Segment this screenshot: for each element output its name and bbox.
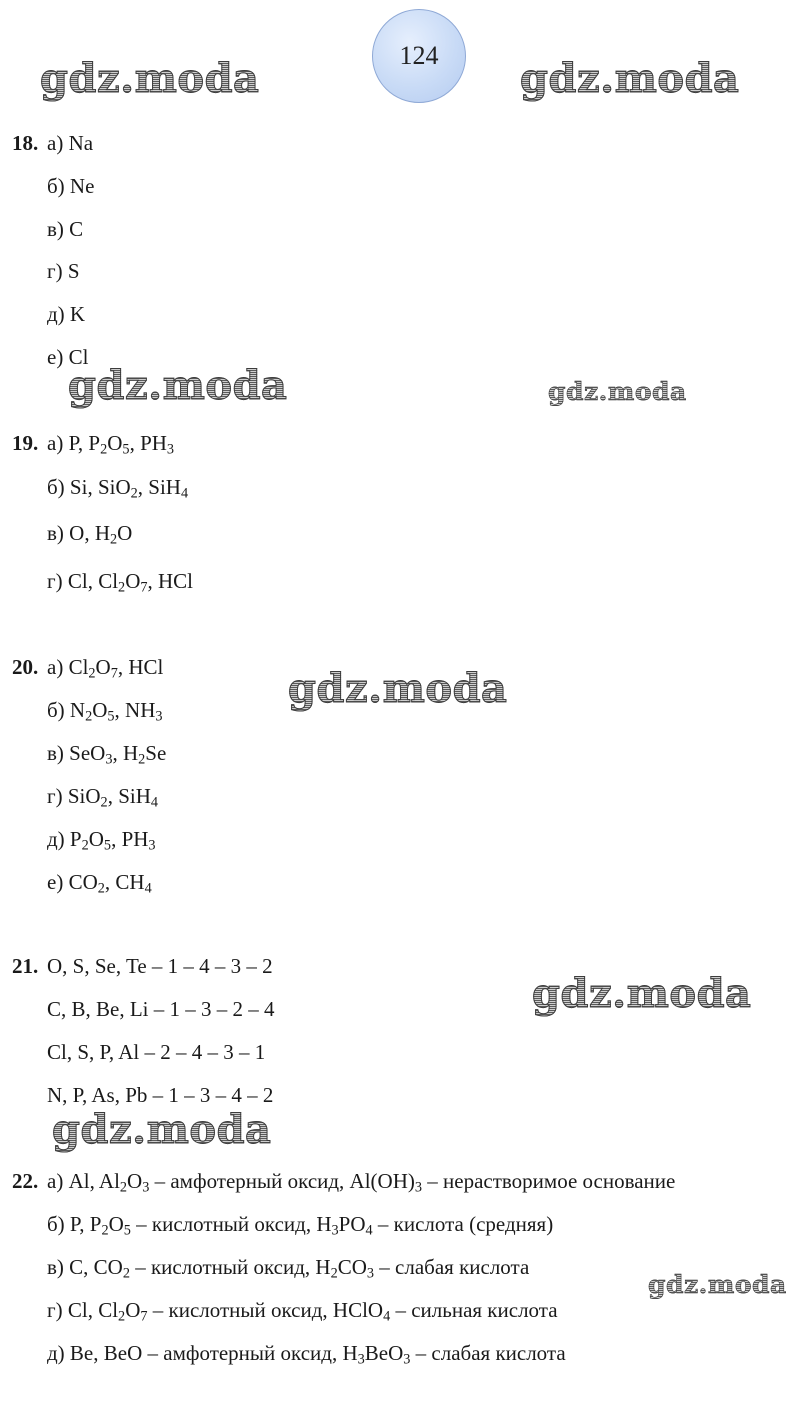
watermark: gdz.moda xyxy=(52,1106,272,1153)
text-run: б) Si, SiO xyxy=(47,475,131,499)
text-run: в) C, CO xyxy=(47,1255,123,1279)
text-run: е) Cl xyxy=(47,345,89,369)
subscript: 4 xyxy=(150,794,159,811)
answer-line xyxy=(47,568,193,594)
subscript: 5 xyxy=(107,708,115,725)
text-run: д) Be, BeO – амфотерный оксид, H xyxy=(47,1341,358,1365)
text-run: – сильная кислота xyxy=(390,1298,558,1322)
subscript: 3 xyxy=(166,441,175,458)
watermark: gdz.moda xyxy=(68,362,288,409)
subscript: 3 xyxy=(366,1265,375,1282)
answer-line xyxy=(47,826,156,852)
problem-number: 22. xyxy=(12,1169,39,1193)
text-run: д) P xyxy=(47,827,82,851)
text-run: N, P, As, Pb – 1 – 3 – 4 – 2 xyxy=(47,1083,274,1107)
problem-number: 21. xyxy=(12,954,39,978)
subscript: 3 xyxy=(331,1222,339,1239)
subscript: 2 xyxy=(97,880,105,897)
subscript: 3 xyxy=(105,751,113,768)
text-run: , CH xyxy=(104,870,145,894)
problem-number: 19. xyxy=(12,431,39,455)
problem-number: 18. xyxy=(12,131,39,155)
page-number-badge xyxy=(372,9,466,103)
text-run: – кислотный оксид, H xyxy=(129,1255,331,1279)
watermark: gdz.moda xyxy=(532,970,752,1017)
text-run: б) N xyxy=(47,698,86,722)
text-run: – слабая кислота xyxy=(374,1255,530,1279)
text-run: – амфотерный оксид, Al(OH) xyxy=(149,1169,415,1193)
answer-line xyxy=(47,1340,566,1366)
text-run: O, S, Se, Te – 1 – 4 – 3 – 2 xyxy=(47,954,273,978)
subscript: 3 xyxy=(357,1351,365,1368)
text-run: O xyxy=(125,1298,141,1322)
subscript: 2 xyxy=(119,1179,128,1196)
text-run: а) Na xyxy=(47,131,94,155)
subscript: 2 xyxy=(118,1308,126,1325)
watermark: gdz.moda xyxy=(648,1270,787,1299)
problem-number: 20. xyxy=(12,655,39,679)
answer-line xyxy=(47,1082,273,1108)
text-run: O xyxy=(127,1169,143,1193)
text-run: – нерастворимое основание xyxy=(422,1169,676,1193)
answer-line xyxy=(47,1039,265,1065)
text-run: , HCl xyxy=(117,655,164,679)
subscript: 2 xyxy=(122,1265,130,1282)
subscript: 5 xyxy=(123,1222,131,1239)
subscript: 2 xyxy=(330,1265,338,1282)
answer-line xyxy=(47,654,163,680)
text-run: , HCl xyxy=(147,569,194,593)
text-run: Cl, S, P, Al – 2 – 4 – 3 – 1 xyxy=(47,1040,266,1064)
subscript: 7 xyxy=(140,1308,148,1325)
text-run: г) Cl, Cl xyxy=(47,569,119,593)
text-run: в) O, H xyxy=(47,521,110,545)
text-run: г) Cl, Cl xyxy=(47,1298,119,1322)
subscript: 2 xyxy=(100,441,108,458)
subscript: 3 xyxy=(414,1179,423,1196)
text-run: , H xyxy=(112,741,139,765)
subscript: 2 xyxy=(88,665,96,682)
text-run: , NH xyxy=(114,698,156,722)
answer-line xyxy=(47,996,275,1022)
answer-line xyxy=(47,258,80,284)
answer-line xyxy=(47,520,132,546)
text-run: б) Ne xyxy=(47,174,95,198)
text-run: г) S xyxy=(47,259,80,283)
subscript: 4 xyxy=(180,485,189,502)
text-run: а) Cl xyxy=(47,655,89,679)
watermark: gdz.moda xyxy=(288,665,508,712)
subscript: 2 xyxy=(81,837,89,854)
subscript: 5 xyxy=(103,837,112,854)
text-run: б) P, P xyxy=(47,1212,102,1236)
text-run: , SiH xyxy=(137,475,181,499)
text-run: – кислотный оксид, HClO xyxy=(147,1298,384,1322)
answer-line xyxy=(47,173,94,199)
subscript: 5 xyxy=(122,441,130,458)
text-run: O xyxy=(117,521,133,545)
text-run: а) Al, Al xyxy=(47,1169,120,1193)
subscript: 2 xyxy=(138,751,146,768)
answer-line xyxy=(47,869,152,895)
text-run: е) CO xyxy=(47,870,98,894)
text-run: в) C xyxy=(47,217,84,241)
answer-line xyxy=(47,740,166,766)
answer-line xyxy=(47,1168,675,1194)
subscript: 2 xyxy=(110,531,118,548)
text-run: O xyxy=(92,698,108,722)
text-run: O xyxy=(95,655,111,679)
text-run: а) P, P xyxy=(47,431,101,455)
answer-line xyxy=(47,953,273,979)
answer-line xyxy=(47,344,88,370)
text-run: – кислота (средняя) xyxy=(372,1212,554,1236)
subscript: 4 xyxy=(383,1308,391,1325)
subscript: 3 xyxy=(155,708,163,725)
answer-line xyxy=(47,216,83,242)
page-number: 124 xyxy=(399,41,439,70)
answer-line xyxy=(47,783,158,809)
subscript: 2 xyxy=(118,579,126,596)
text-run: Se xyxy=(145,741,167,765)
text-run: BeO xyxy=(364,1341,404,1365)
text-run: – кислотный оксид, H xyxy=(130,1212,332,1236)
subscript: 3 xyxy=(148,837,156,854)
subscript: 7 xyxy=(110,665,118,682)
text-run: , SiH xyxy=(107,784,151,808)
subscript: 4 xyxy=(365,1222,373,1239)
watermark: gdz.moda xyxy=(40,55,260,102)
answer-line xyxy=(47,430,174,456)
text-run: – слабая кислота xyxy=(410,1341,566,1365)
text-run: O xyxy=(107,431,123,455)
answer-line xyxy=(47,1211,553,1237)
subscript: 3 xyxy=(142,1179,150,1196)
text-run: д) K xyxy=(47,302,86,326)
text-run: , PH xyxy=(129,431,167,455)
text-run: г) SiO xyxy=(47,784,101,808)
text-run: O xyxy=(88,827,104,851)
text-run: CO xyxy=(337,1255,367,1279)
subscript: 2 xyxy=(130,485,138,502)
text-run: PO xyxy=(338,1212,366,1236)
answer-line xyxy=(47,301,85,327)
subscript: 7 xyxy=(140,579,148,596)
answer-line xyxy=(47,130,93,156)
answer-line xyxy=(47,474,188,500)
text-run: C, B, Be, Li – 1 – 3 – 2 – 4 xyxy=(47,997,275,1021)
watermark: gdz.moda xyxy=(520,55,740,102)
text-run: , PH xyxy=(111,827,149,851)
subscript: 4 xyxy=(144,880,152,897)
text-run: в) SeO xyxy=(47,741,106,765)
subscript: 2 xyxy=(100,794,108,811)
subscript: 2 xyxy=(101,1222,109,1239)
text-run: O xyxy=(108,1212,124,1236)
answer-line xyxy=(47,697,163,723)
answer-line xyxy=(47,1297,558,1323)
answer-line xyxy=(47,1254,529,1280)
text-run: O xyxy=(125,569,141,593)
watermark: gdz.moda xyxy=(548,377,687,406)
subscript: 3 xyxy=(403,1351,411,1368)
subscript: 2 xyxy=(85,708,93,725)
